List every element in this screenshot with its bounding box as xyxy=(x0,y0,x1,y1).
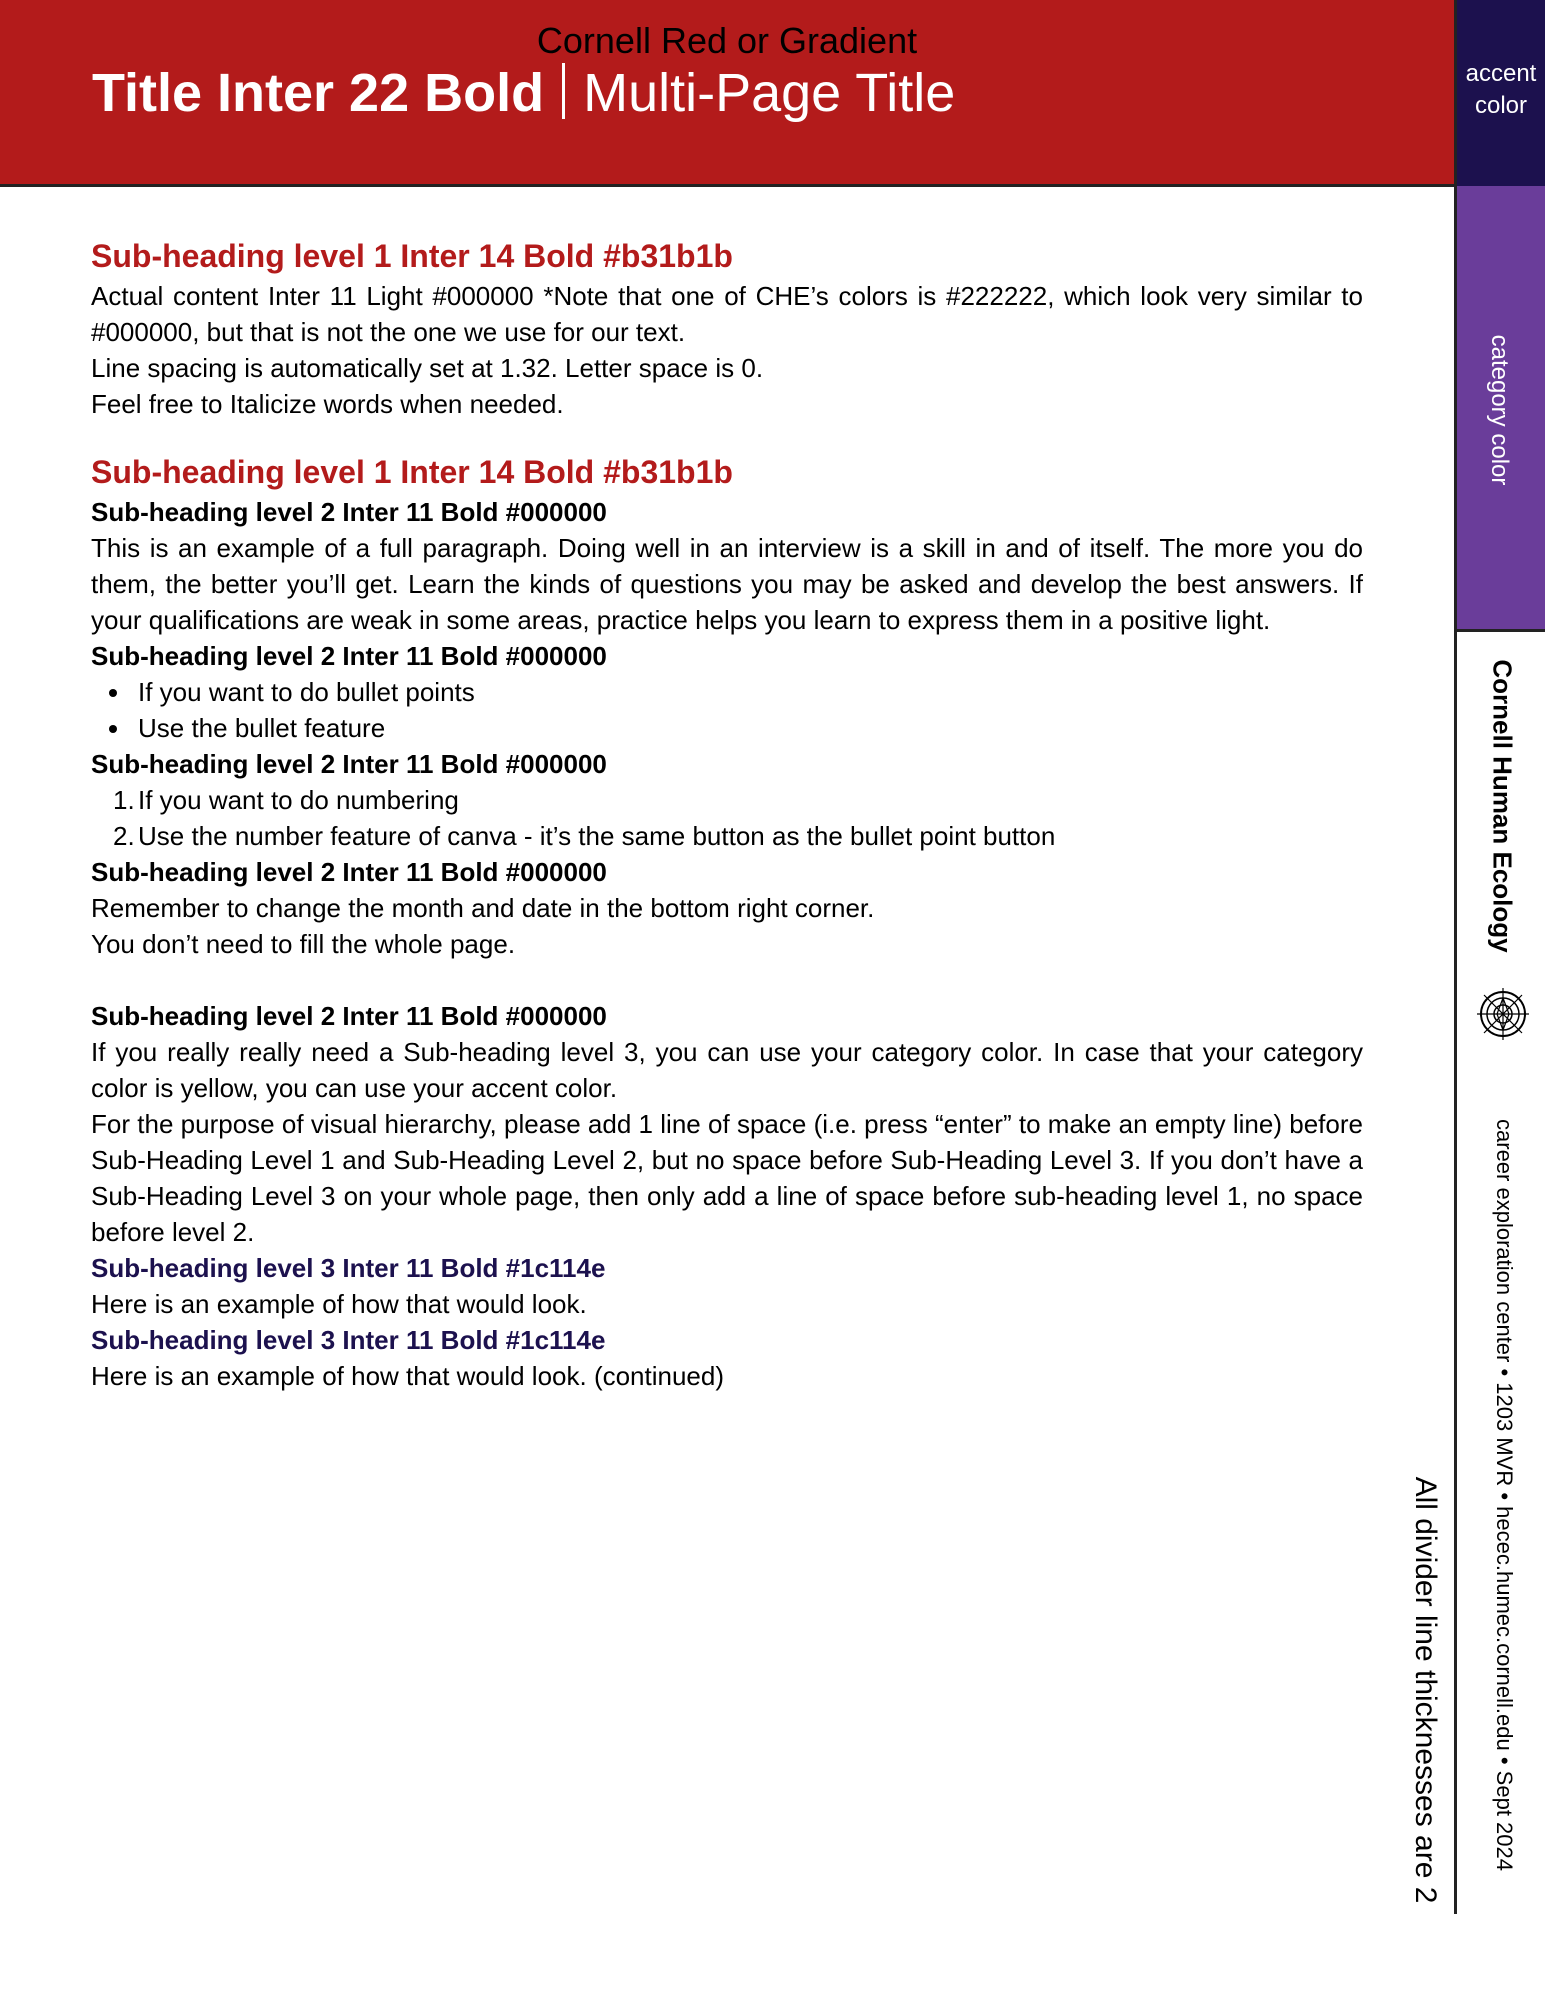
title-bold: Title Inter 22 Bold xyxy=(92,63,545,123)
accent-label-line1: accent xyxy=(1465,60,1537,87)
org-name: Cornell Human Ecology xyxy=(1487,659,1518,953)
subheading-level2: Sub-heading level 2 Inter 11 Bold #000000 xyxy=(91,749,607,779)
sidebar-divider-line xyxy=(1454,632,1457,1914)
subheading-level1: Sub-heading level 1 Inter 14 Bold #b31b1b xyxy=(91,454,733,490)
page-title xyxy=(92,62,955,124)
list-item-text: Use the bullet feature xyxy=(138,713,386,743)
subheading-level3: Sub-heading level 3 Inter 11 Bold #1c114e xyxy=(91,1325,606,1355)
subheading-level2: Sub-heading level 2 Inter 11 Bold #000000 xyxy=(91,1001,607,1031)
body-paragraph: For the purpose of visual hierarchy, please add 1 line of space (i.e. press “enter” to make an empty line) before Sub-Heading Level 1 and Sub-Heading Level 2, but no space before Sub-Heading Level 3. If you don’t have a Sub-Heading Level 3 on your whole page, then only add a line of space before sub-heading level 1, no space before level 2. xyxy=(91,1109,1363,1247)
header-banner xyxy=(0,0,1454,187)
body-paragraph: Line spacing is automatically set at 1.32. Letter space is 0. xyxy=(91,353,764,383)
numbered-list xyxy=(91,782,1363,854)
cornell-seal-icon xyxy=(1473,984,1533,1044)
body-paragraph: Actual content Inter 11 Light #000000 *Note that one of CHE’s colors is #222222, which look very similar to #000000, but that is not the one we use for our text. xyxy=(91,281,1363,347)
category-label: category color xyxy=(1486,334,1513,486)
list-item-text: If you want to do bullet points xyxy=(138,677,475,707)
subheading-level2: Sub-heading level 2 Inter 11 Bold #000000 xyxy=(91,497,607,527)
list-item-text: If you want to do numbering xyxy=(138,785,459,815)
contact-line: career exploration center • 1203 MVR • hecec.humec.cornell.edu • Sept 2024 xyxy=(1492,1119,1517,1871)
bullet-icon xyxy=(109,725,117,733)
header-note: Cornell Red or Gradient xyxy=(536,20,918,61)
body-paragraph: Remember to change the month and date in the bottom right corner. xyxy=(91,893,875,923)
divider-thickness-note: All divider line thicknesses are 2 xyxy=(1409,1476,1442,1904)
list-item xyxy=(91,818,1363,854)
accent-color-block xyxy=(1454,0,1545,186)
list-item xyxy=(91,782,1363,818)
spacer xyxy=(91,962,1363,998)
body-paragraph: If you really really need a Sub-heading level 3, you can use your category color. In case that your category color is yellow, you can use your accent color. xyxy=(91,1037,1363,1103)
body-paragraph: Here is an example of how that would look. (continued) xyxy=(91,1361,725,1391)
subheading-level2: Sub-heading level 2 Inter 11 Bold #000000 xyxy=(91,857,607,887)
accent-label-line2: color xyxy=(1474,92,1528,119)
title-light: Multi-Page Title xyxy=(583,63,956,123)
subheading-level3: Sub-heading level 3 Inter 11 Bold #1c114e xyxy=(91,1253,606,1283)
list-number: 1. xyxy=(113,785,135,815)
list-item xyxy=(91,674,1363,710)
bullet-icon xyxy=(109,689,117,697)
subheading-level1: Sub-heading level 1 Inter 14 Bold #b31b1b xyxy=(91,238,733,274)
list-number: 2. xyxy=(113,821,135,851)
body-paragraph: You don’t need to fill the whole page. xyxy=(91,929,516,959)
body-paragraph: Feel free to Italicize words when needed. xyxy=(91,389,564,419)
main-content xyxy=(91,234,1363,1394)
bullet-list xyxy=(91,674,1363,746)
body-paragraph: This is an example of a full paragraph. Doing well in an interview is a skill in and of itself. The more you do them, the better you’ll get. Learn the kinds of questions you may be asked and develop the best answers. If your qualifications are weak in some areas, practice helps you learn to express them in a positive light. xyxy=(91,533,1363,635)
list-item xyxy=(91,710,1363,746)
accent-label xyxy=(1457,58,1545,122)
body-paragraph: Here is an example of how that would look. xyxy=(91,1289,587,1319)
subheading-level2: Sub-heading level 2 Inter 11 Bold #000000 xyxy=(91,641,607,671)
list-item-text: Use the number feature of canva - it’s the same button as the bullet point button xyxy=(138,821,1056,851)
spacer xyxy=(91,422,1363,450)
title-divider xyxy=(562,63,565,119)
